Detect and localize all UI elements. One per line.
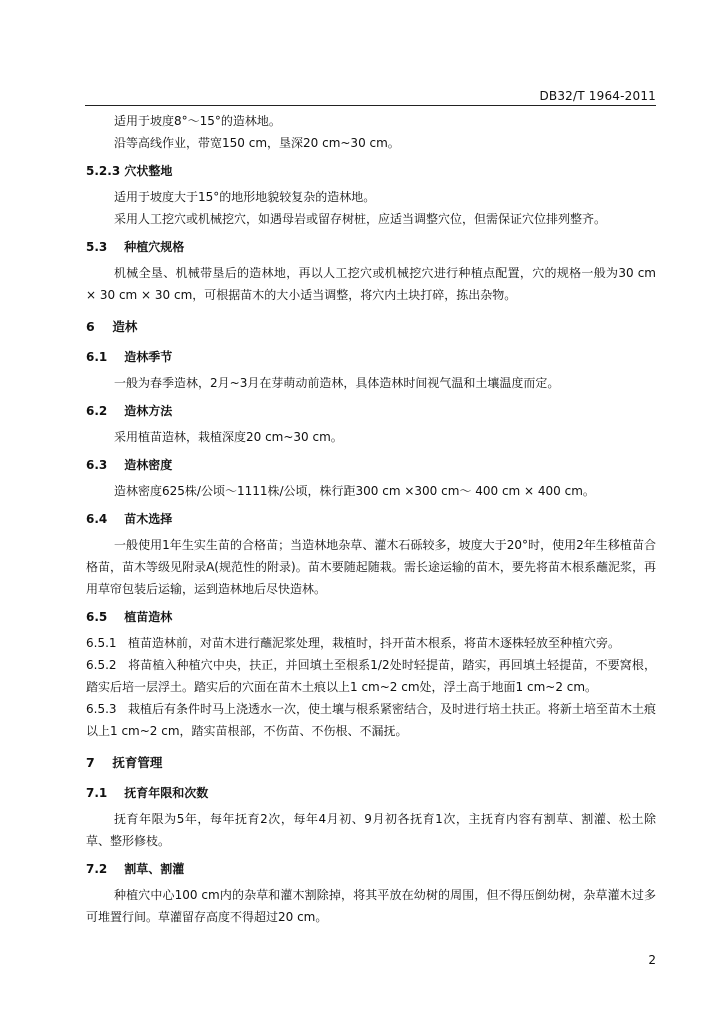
clause-number: 6.5.1: [86, 636, 117, 650]
section-heading-5-2-3: [86, 160, 656, 182]
chapter-title: 抚育管理: [112, 755, 163, 770]
paragraph: 采用植苗造林，栽植深度20 cm~30 cm。: [114, 430, 343, 444]
section-title: 抚育年限和次数: [124, 786, 209, 800]
section-heading-6-2: [86, 400, 656, 422]
chapter-heading-6: [86, 316, 656, 338]
page-number: 2: [648, 953, 656, 967]
paragraph: 一般使用1年生实生苗的合格苗；当造林地杂草、灌木石砾较多，坡度大于20°时，使用2年生移植苗合格苗，苗木等级见附录A(规范性的附录)。苗木要随起随栽。需长途运输的苗木，要先将苗木根系蘸泥浆，再用草帘包装后运输，运到造林地后尽快造林。: [86, 538, 656, 596]
clause-6-5-3: [86, 698, 656, 742]
chapter-number: 6: [86, 319, 95, 334]
section-heading-7-1: [86, 782, 656, 804]
clause-text: 将苗植入种植穴中央，扶正，并回填土至根系1/2处时轻提苗，踏实，再回填土轻提苗，不要窝根，踏实后培一层浮土。踏实后的穴面在苗木土痕以上1 cm~2 cm处，浮土高于地面1 cm~2 cm。: [86, 658, 656, 694]
paragraph: 机械全垦、机械带垦后的造林地，再以人工挖穴或机械挖穴进行种植点配置，穴的规格一般为30 cm × 30 cm × 30 cm，可根据苗木的大小适当调整，将穴内土块打碎，拣出杂物。: [86, 266, 656, 302]
section-number: 7.2: [86, 862, 108, 876]
header-divider: [85, 105, 656, 106]
section-number: 6.3: [86, 458, 108, 472]
paragraph: 种植穴中心100 cm内的杂草和灌木割除掉，将其平放在幼树的周围，但不得压倒幼树，杂草灌木过多可堆置行间。草灌留存高度不得超过20 cm。: [86, 888, 656, 924]
section-number: 6.4: [86, 512, 108, 526]
section-number: 6.1: [86, 350, 108, 364]
clause-number: 6.5.3: [86, 702, 117, 716]
section-title: 造林季节: [124, 350, 173, 364]
page-body: [86, 110, 656, 928]
paragraph: 造林密度625株/公顷～1111株/公顷，株行距300 cm ×300 cm～ 400 cm × 400 cm。: [114, 484, 595, 498]
section-title: 苗木选择: [124, 512, 173, 526]
clause-6-5-1: [86, 632, 656, 654]
section-heading-6-5: [86, 606, 656, 628]
clause-number: 6.5.2: [86, 658, 117, 672]
clause-text: 植苗造林前，对苗木进行蘸泥浆处理，栽植时，抖开苗木根系，将苗木逐株轻放至种植穴旁。: [128, 636, 621, 650]
section-number: 6.5: [86, 610, 108, 624]
section-heading-5-3: [86, 236, 656, 258]
paragraph: 抚育年限为5年，每年抚育2次，每年4月初、9月初各抚育1次，主抚育内容有割草、割灌、松土除草、整形修枝。: [86, 812, 656, 848]
section-number: 5.3: [86, 240, 108, 254]
chapter-number: 7: [86, 755, 95, 770]
paragraph: 适用于坡度8°～15°的造林地。: [114, 114, 281, 128]
section-heading-6-3: [86, 454, 656, 476]
chapter-heading-7: [86, 752, 656, 774]
paragraph: 采用人工挖穴或机械挖穴，如遇母岩或留存树桩，应适当调整穴位，但需保证穴位排列整齐。: [114, 212, 607, 226]
paragraph: 适用于坡度大于15°的地形地貌较复杂的造林地。: [114, 190, 376, 204]
section-number: 6.2: [86, 404, 108, 418]
section-heading-6-1: [86, 346, 656, 368]
paragraph: 一般为春季造林，2月~3月在芽萌动前造林，具体造林时间视气温和土壤温度而定。: [114, 376, 560, 390]
section-title: 种植穴规格: [124, 240, 185, 254]
section-title: 造林密度: [124, 458, 173, 472]
section-number: 5.2.3: [86, 164, 121, 178]
clause-text: 栽植后有条件时马上浇透水一次，使土壤与根系紧密结合，及时进行培土扶正。将新土培至苗木土痕以上1 cm~2 cm，踏实苗根部，不伤苗、不伤根、不漏抚。: [86, 702, 657, 738]
section-heading-7-2: [86, 858, 656, 880]
section-title: 割草、割灌: [124, 862, 185, 876]
section-heading-6-4: [86, 508, 656, 530]
standard-number: DB32/T 1964-2011: [539, 89, 656, 103]
paragraph: 沿等高线作业，带宽150 cm，垦深20 cm~30 cm。: [114, 136, 400, 150]
section-title: 植苗造林: [124, 610, 173, 624]
clause-6-5-2: [86, 654, 656, 698]
section-number: 7.1: [86, 786, 108, 800]
chapter-title: 造林: [112, 319, 138, 334]
section-title: 造林方法: [124, 404, 173, 418]
section-title: 穴状整地: [124, 164, 173, 178]
